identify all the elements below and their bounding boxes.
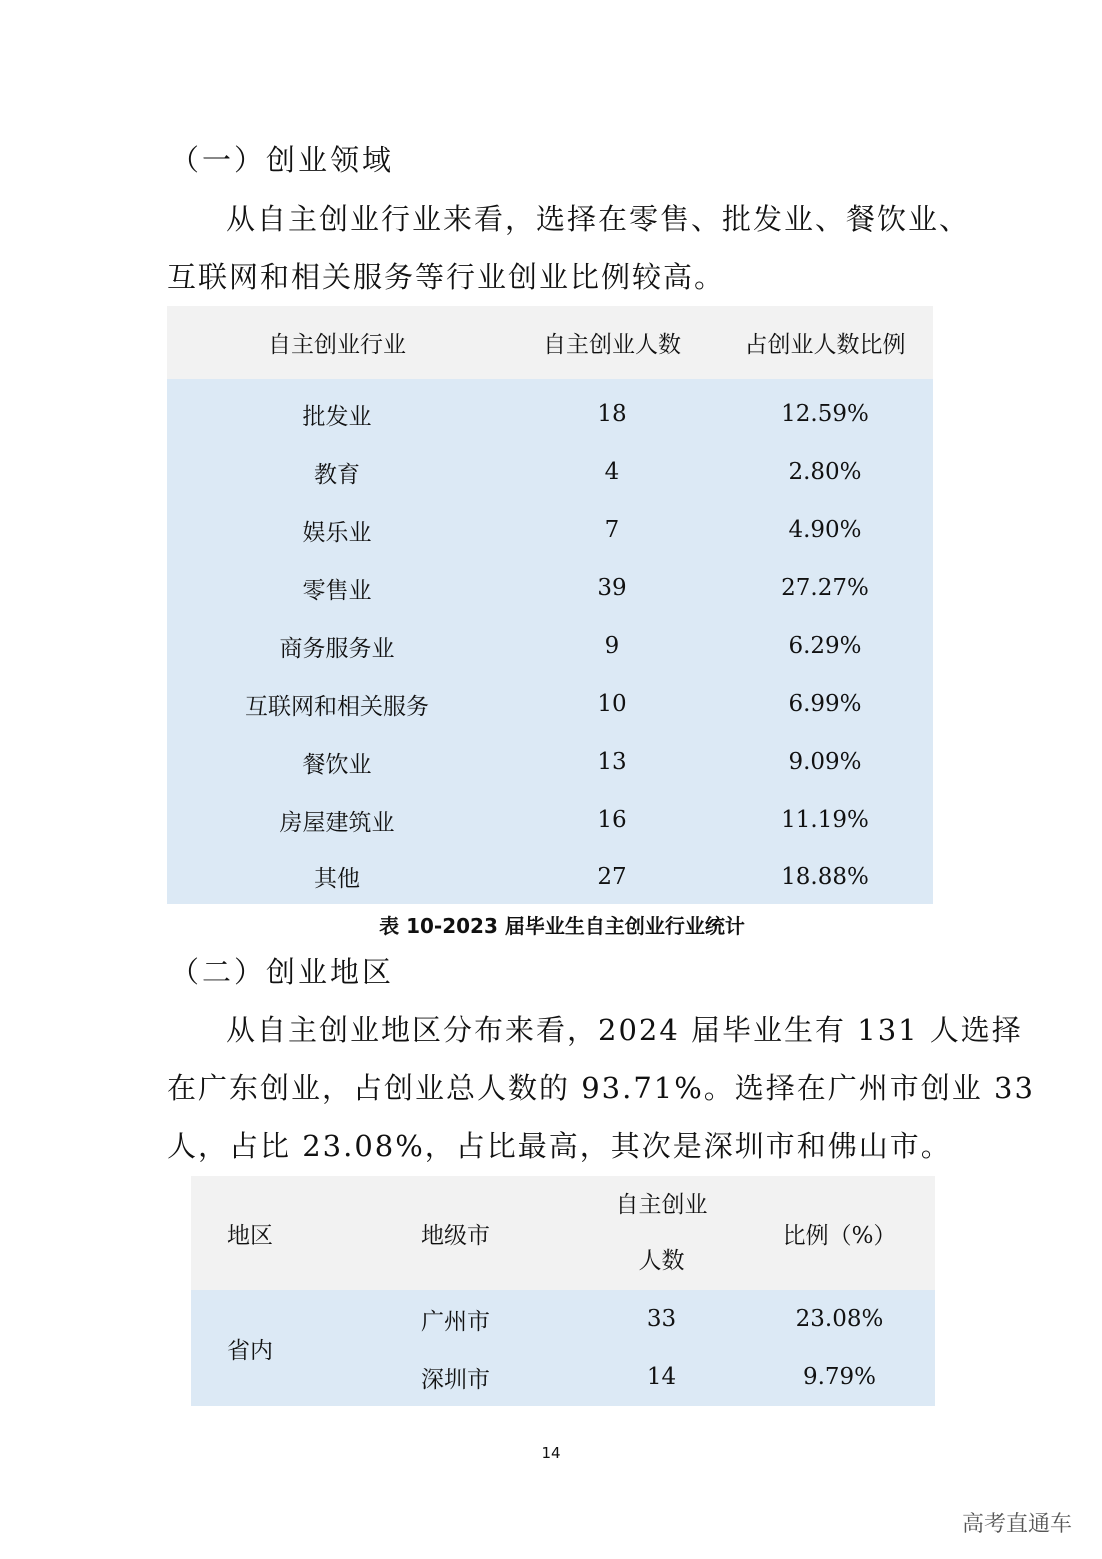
city-cell: 深圳市 [421, 1366, 490, 1393]
table-header-row [167, 306, 933, 379]
paragraph-2-line-2: 在广东创业，占创业总人数的 93.71%。选择在广州市创业 33 [167, 1071, 1035, 1105]
table-header-row [191, 1176, 935, 1290]
industry-cell: 房屋建筑业 [279, 809, 395, 836]
table-row [167, 733, 933, 791]
page-number: 14 [541, 1444, 561, 1462]
count-cell: 27 [597, 863, 627, 890]
paragraph-1-line-1: 从自主创业行业来看，选择在零售、批发业、餐饮业、 [226, 202, 971, 236]
table-row [167, 617, 933, 675]
industry-cell: 零售业 [302, 577, 372, 604]
count-cell: 9 [604, 633, 620, 659]
ratio-cell: 18.88% [781, 863, 869, 890]
industry-cell: 互联网和相关服务 [245, 693, 429, 720]
ratio-cell: 27.27% [781, 575, 869, 601]
table-row [167, 443, 933, 501]
count-cell: 14 [646, 1364, 677, 1390]
ratio-cell: 6.29% [788, 633, 862, 659]
header-industry: 自主创业行业 [268, 332, 406, 358]
section-heading-1: （一）创业领域 [170, 143, 395, 177]
table-row [167, 675, 933, 733]
ratio-cell: 2.80% [788, 459, 862, 485]
table-row [167, 791, 933, 849]
table-row [167, 849, 933, 904]
paragraph-1-line-2: 互联网和相关服务等行业创业比例较高。 [167, 260, 726, 294]
table-caption: 表 10-2023 届毕业生自主创业行业统计 [379, 914, 745, 938]
ratio-cell: 6.99% [788, 691, 862, 717]
industry-cell: 批发业 [302, 403, 372, 430]
count-cell: 13 [597, 749, 627, 775]
table-row [191, 1290, 935, 1348]
industry-cell: 教育 [314, 461, 360, 488]
header-count-line-1: 自主创业 [615, 1192, 708, 1218]
ratio-cell: 9.79% [802, 1364, 877, 1390]
region-table [191, 1176, 935, 1406]
ratio-cell: 23.08% [795, 1306, 884, 1332]
table-row [167, 379, 933, 443]
city-cell: 广州市 [421, 1308, 490, 1335]
header-count: 自主创业人数 [543, 332, 681, 358]
header-city: 地级市 [421, 1222, 490, 1249]
count-cell: 39 [597, 575, 627, 601]
ratio-cell: 11.19% [781, 807, 869, 833]
header-ratio: 比例（%） [782, 1222, 897, 1249]
paragraph-2-line-1: 从自主创业地区分布来看，2024 届毕业生有 131 人选择 [226, 1013, 1023, 1047]
paragraph-2-line-3: 人，占比 23.08%，占比最高，其次是深圳市和佛山市。 [167, 1129, 952, 1163]
industry-table [167, 306, 933, 904]
count-cell: 4 [604, 459, 620, 485]
industry-cell: 其他 [314, 866, 360, 892]
region-cell: 省内 [227, 1337, 273, 1364]
industry-cell: 餐饮业 [302, 751, 372, 778]
count-cell: 10 [597, 691, 627, 717]
count-cell: 7 [604, 517, 620, 543]
header-count [579, 1176, 744, 1290]
table-row [167, 559, 933, 617]
ratio-cell: 9.09% [788, 749, 862, 775]
header-region: 地区 [227, 1222, 273, 1249]
count-cell: 18 [597, 401, 627, 427]
ratio-cell: 12.59% [781, 401, 869, 427]
ratio-cell: 4.90% [788, 517, 862, 543]
table-row [167, 501, 933, 559]
watermark-text: 高考直通车 [962, 1512, 1073, 1537]
count-cell: 16 [597, 807, 627, 833]
header-ratio: 占创业人数比例 [744, 332, 906, 358]
industry-cell: 娱乐业 [302, 519, 372, 546]
count-cell: 33 [646, 1306, 677, 1332]
section-heading-2: （二）创业地区 [170, 955, 395, 989]
industry-cell: 商务服务业 [279, 635, 395, 662]
header-count-line-2: 人数 [638, 1248, 685, 1274]
